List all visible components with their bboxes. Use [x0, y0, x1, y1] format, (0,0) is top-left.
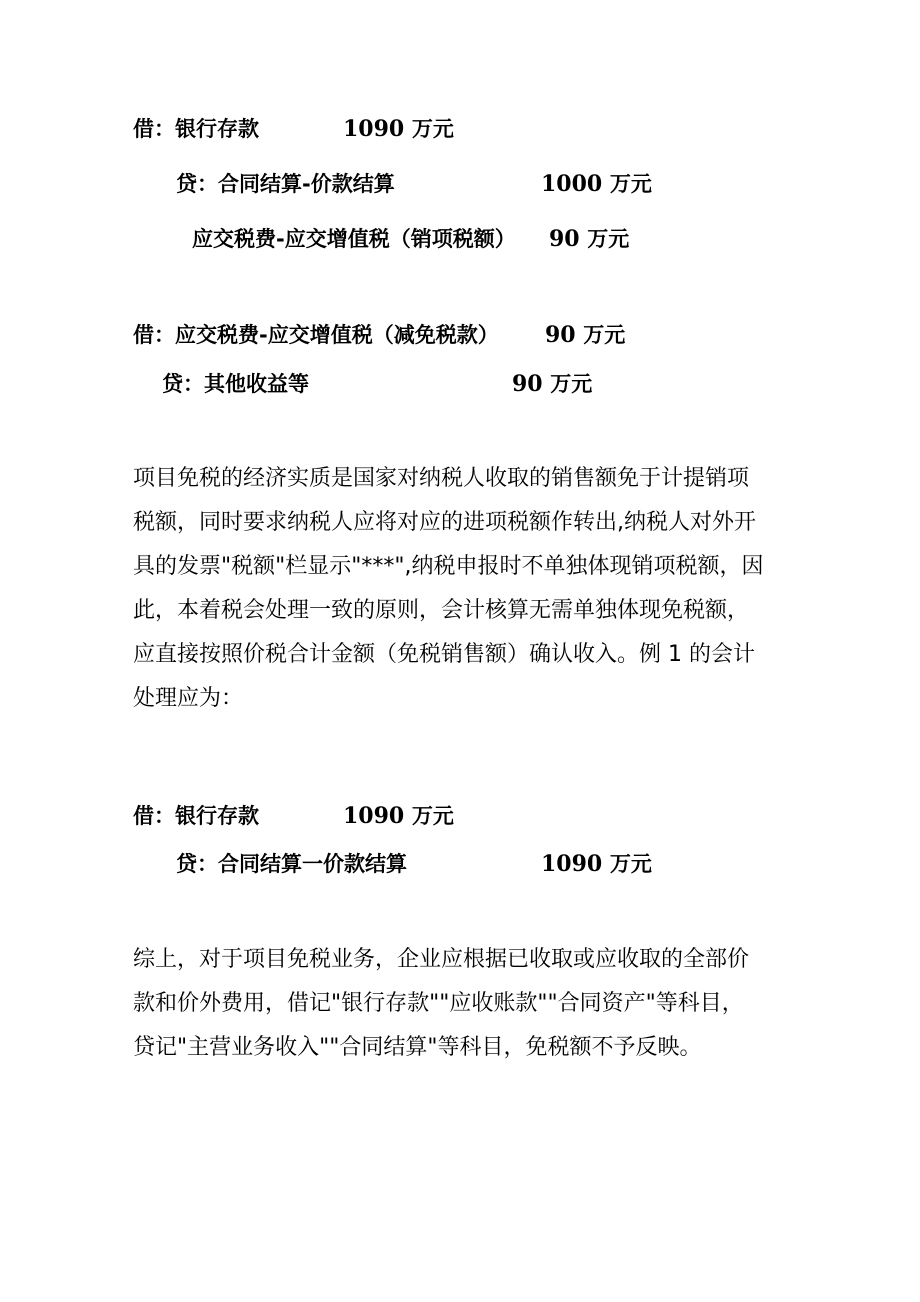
amount-unit: 万元: [587, 227, 630, 251]
amount-unit: 万元: [411, 804, 454, 828]
journal-1-credit-2-amount: [549, 224, 629, 254]
paragraph-line: 具的发票"税额"栏显示"***",纳税申报时不单独体现销项税额，因: [133, 554, 764, 579]
journal-1-debit-label: 借：银行存款: [133, 117, 259, 141]
journal-2-credit-label: 贷：其他收益等: [162, 372, 309, 396]
amount-unit: 万元: [583, 323, 626, 347]
journal-2-credit-amount: [512, 369, 592, 399]
paragraph-line: 项目免税的经济实质是国家对纳税人收取的销售额免于计提销项: [133, 466, 750, 491]
amount-value: 90: [549, 226, 580, 252]
journal-1-credit-amount: [541, 169, 652, 199]
amount-value: 1090: [343, 116, 405, 142]
amount-value: 90: [545, 322, 576, 348]
amount-value: 90: [512, 371, 543, 397]
journal-3-debit-amount: [343, 801, 454, 831]
amount-unit: 万元: [550, 372, 593, 396]
paragraph-line: 此，本着税会处理一致的原则，会计核算无需单独体现免税额，: [133, 598, 750, 623]
paragraph-line: 处理应为：: [133, 686, 244, 711]
paragraph-line: 款和价外费用，借记"银行存款""应收账款""合同资产"等科目，: [133, 991, 744, 1016]
paragraph-line: 税额，同时要求纳税人应将对应的进项税额作转出,纳税人对外开: [133, 510, 756, 535]
amount-value: 1000: [541, 171, 603, 197]
paragraph-line: 综上，对于项目免税业务，企业应根据已收取或应收取的全部价: [133, 947, 750, 972]
amount-value: 1090: [541, 851, 603, 877]
paragraph-line: 应直接按照价税合计金额（免税销售额）确认收入。例 1 的会计: [133, 642, 755, 667]
journal-2-debit-amount: [545, 320, 625, 350]
amount-unit: 万元: [609, 172, 652, 196]
journal-1-credit-2-label: 应交税费-应交增值税（销项税额）: [192, 227, 516, 251]
journal-2-debit-label: 借：应交税费-应交增值税（减免税款）: [133, 323, 499, 347]
amount-value: 1090: [343, 803, 405, 829]
paragraph-line: 贷记"主营业务收入""合同结算"等科目，免税额不予反映。: [133, 1035, 702, 1060]
journal-3-credit-amount: [541, 849, 652, 879]
journal-1-credit-label: 贷：合同结算-价款结算: [176, 172, 395, 196]
amount-unit: 万元: [609, 852, 652, 876]
explanation-paragraph: [133, 457, 798, 721]
journal-3-credit-label: 贷：合同结算一价款结算: [176, 852, 407, 876]
journal-3-debit-label: 借：银行存款: [133, 804, 259, 828]
summary-paragraph: [133, 938, 798, 1070]
journal-1-debit-amount: [343, 114, 454, 144]
amount-unit: 万元: [411, 117, 454, 141]
